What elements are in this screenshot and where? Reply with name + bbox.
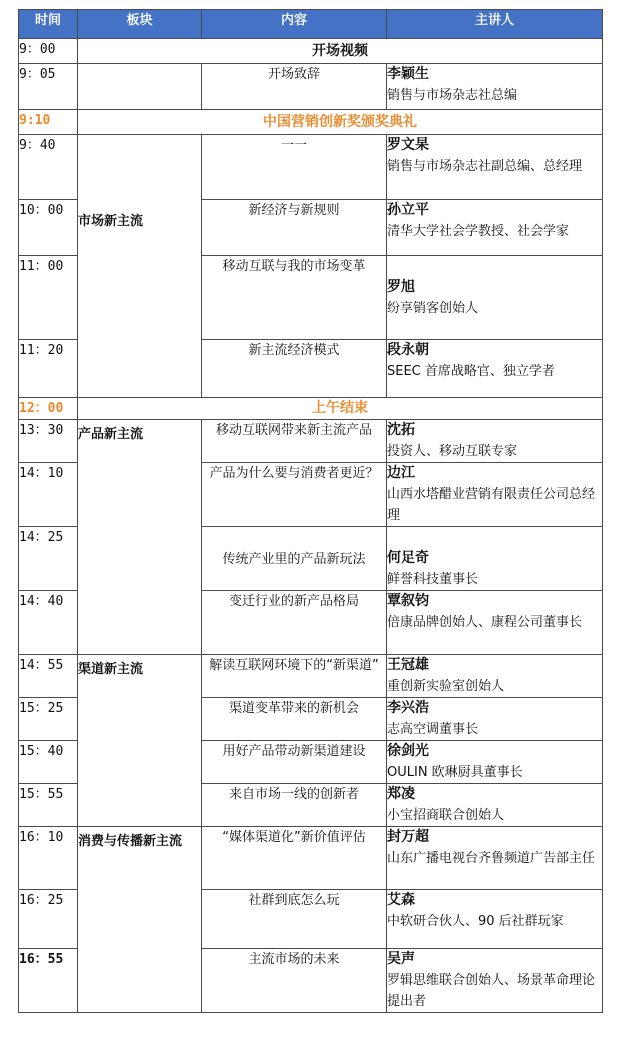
time-cell: 16：25 <box>19 890 78 949</box>
speaker-cell <box>387 698 603 741</box>
topic-cell: 产品为什么要与消费者更近？ <box>202 463 387 527</box>
topic-cell: 一一 <box>202 135 387 200</box>
time-cell: 11：00 <box>19 256 78 340</box>
speaker-title: 罗辑思维联合创始人、场景革命理论提出者 <box>387 973 596 1009</box>
topic-cell: 来自市场一线的创新者 <box>202 784 387 827</box>
time-cell: 9：05 <box>19 64 78 110</box>
time-cell: 15：55 <box>19 784 78 827</box>
topic-cell: 移动互联网带来新主流产品 <box>202 420 387 463</box>
speaker-title: SEEC 首席战略官、独立学者 <box>387 364 555 379</box>
speaker-cell <box>387 256 603 340</box>
speaker-title: 山东广播电视台齐鲁频道广告部主任 <box>387 851 596 866</box>
speaker-name: 罗文杲 <box>387 137 429 153</box>
table-row <box>19 39 603 64</box>
speaker-name: 何足奇 <box>387 550 429 566</box>
section-label: 渠道新主流 <box>78 655 202 827</box>
speaker-title: 鲜誉科技董事长 <box>387 572 479 587</box>
speaker-name: 沈拓 <box>387 422 415 438</box>
time-cell: 9:10 <box>19 110 78 135</box>
speaker-name: 李兴浩 <box>387 700 429 716</box>
speaker-name: 边江 <box>387 465 415 481</box>
speaker-name: 李颖生 <box>387 66 429 82</box>
speaker-name: 郑凌 <box>387 786 415 802</box>
speaker-title: 清华大学社会学教授、社会学家 <box>387 224 570 239</box>
speaker-title: 销售与市场杂志社总编 <box>387 88 518 103</box>
time-cell: 12：00 <box>19 398 78 420</box>
speaker-cell <box>387 135 603 200</box>
agenda-table <box>18 9 603 1013</box>
speaker-cell <box>387 64 603 110</box>
session-title: 上午结束 <box>78 398 603 420</box>
speaker-title: 志高空调董事长 <box>387 722 479 737</box>
speaker-title: 山西水塔醋业营销有限责任公司总经理 <box>387 487 596 523</box>
speaker-cell <box>387 591 603 655</box>
speaker-cell <box>387 741 603 784</box>
topic-cell: 新主流经济模式 <box>202 340 387 398</box>
speaker-cell <box>387 784 603 827</box>
time-cell: 16：55 <box>19 949 78 1013</box>
time-cell: 9：40 <box>19 135 78 200</box>
header-row <box>19 10 603 39</box>
topic-cell: 解读互联网环境下的“新渠道” <box>202 655 387 698</box>
topic-cell: 传统产业里的产品新玩法 <box>202 527 387 591</box>
speaker-title: OULIN 欧琳厨具董事长 <box>387 765 523 780</box>
speaker-name: 艾森 <box>387 892 415 908</box>
topic-cell: 开场致辞 <box>202 64 387 110</box>
topic-cell: 主流市场的未来 <box>202 949 387 1013</box>
speaker-cell <box>387 340 603 398</box>
topic-cell: 新经济与新规则 <box>202 200 387 256</box>
header-topic: 内容 <box>202 10 387 39</box>
table-row <box>19 420 603 463</box>
topic-cell: 变迁行业的新产品格局 <box>202 591 387 655</box>
table-row <box>19 64 603 110</box>
speaker-title: 倍康品牌创始人、康程公司董事长 <box>387 615 583 630</box>
speaker-name: 徐剑光 <box>387 743 429 759</box>
time-cell: 14：10 <box>19 463 78 527</box>
time-cell: 11：20 <box>19 340 78 398</box>
section-label: 市场新主流 <box>78 135 202 398</box>
table-row <box>19 655 603 698</box>
speaker-title: 重创新实验室创始人 <box>387 679 505 694</box>
table-row <box>19 827 603 890</box>
speaker-title: 销售与市场杂志社副总编、总经理 <box>387 159 583 174</box>
section-cell-empty <box>78 64 202 110</box>
speaker-title: 中软研合伙人、90 后社群玩家 <box>387 914 564 929</box>
header-section: 板块 <box>78 10 202 39</box>
section-label: 产品新主流 <box>78 420 202 655</box>
session-title: 开场视频 <box>78 39 603 64</box>
speaker-title: 纷享销客创始人 <box>387 301 479 316</box>
time-cell: 14：25 <box>19 527 78 591</box>
header-time: 时间 <box>19 10 78 39</box>
speaker-cell <box>387 949 603 1013</box>
time-cell: 10：00 <box>19 200 78 256</box>
topic-cell: 移动互联与我的市场变革 <box>202 256 387 340</box>
topic-cell: 渠道变革带来的新机会 <box>202 698 387 741</box>
time-cell: 9：00 <box>19 39 78 64</box>
topic-cell: 社群到底怎么玩 <box>202 890 387 949</box>
header-speaker: 主讲人 <box>387 10 603 39</box>
time-cell: 15：40 <box>19 741 78 784</box>
topic-cell: 用好产品带动新渠道建设 <box>202 741 387 784</box>
topic-cell: “媒体渠道化”新价值评估 <box>202 827 387 890</box>
speaker-name: 覃叙钧 <box>387 593 429 609</box>
speaker-cell <box>387 420 603 463</box>
time-cell: 14：40 <box>19 591 78 655</box>
speaker-cell <box>387 463 603 527</box>
speaker-name: 罗旭 <box>387 279 415 295</box>
session-title: 中国营销创新奖颁奖典礼 <box>78 110 603 135</box>
speaker-cell <box>387 200 603 256</box>
table-row <box>19 398 603 420</box>
speaker-name: 王冠雄 <box>387 657 429 673</box>
time-cell: 14：55 <box>19 655 78 698</box>
table-row <box>19 110 603 135</box>
speaker-name: 段永朝 <box>387 342 429 358</box>
section-label: 消费与传播新主流 <box>78 827 202 1013</box>
speaker-title: 小宝招商联合创始人 <box>387 808 505 823</box>
speaker-name: 封万超 <box>387 829 429 845</box>
time-cell: 16：10 <box>19 827 78 890</box>
speaker-name: 吴声 <box>387 951 415 967</box>
speaker-cell <box>387 827 603 890</box>
speaker-name: 孙立平 <box>387 202 429 218</box>
speaker-cell <box>387 655 603 698</box>
speaker-cell <box>387 527 603 591</box>
time-cell: 15：25 <box>19 698 78 741</box>
table-row <box>19 135 603 200</box>
speaker-title: 投资人、移动互联专家 <box>387 444 518 459</box>
speaker-cell <box>387 890 603 949</box>
time-cell: 13：30 <box>19 420 78 463</box>
